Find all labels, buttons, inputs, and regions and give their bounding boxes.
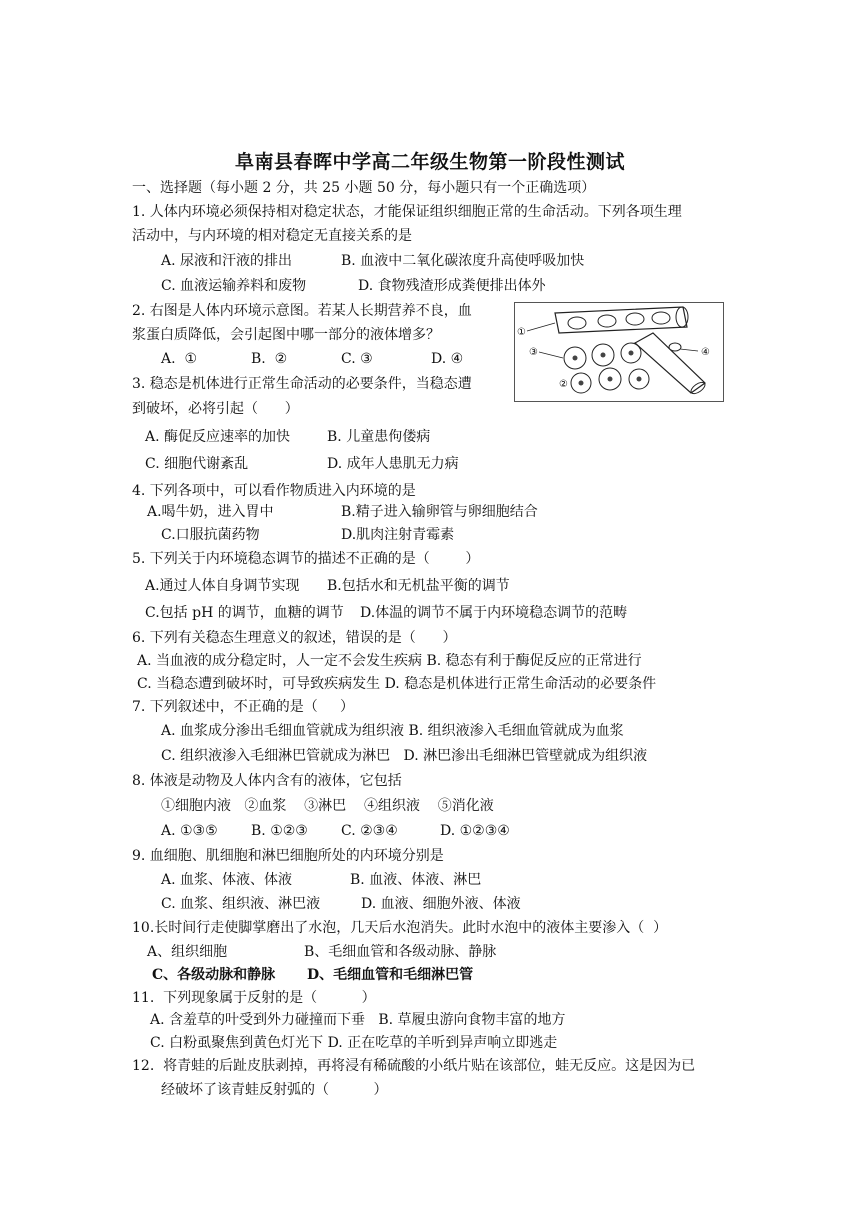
label-3: ③ [529,347,538,358]
q8-option-c: C. ②③④ [341,823,398,839]
nucleus-2 [601,353,606,358]
q2-stem-line1: 2. 右图是人体内环境示意图。若某人长期营养不良，血 [132,303,472,319]
leader-4 [680,349,698,351]
q4-option-b: B.精子进入输卵管与卵细胞结合 [341,504,538,520]
q7-options-ab: A. 血浆成分渗出毛细血管就成为组织液 B. 组织液渗入毛细血管就成为血浆 [161,723,624,739]
q1-option-b: B. 血液中二氧化碳浓度升高使呼吸加快 [341,253,585,269]
nucleus-6 [637,377,642,382]
q6-stem: 6. 下列有关稳态生理意义的叙述，错误的是（ ） [132,630,457,646]
q10-option-b: B、毛细血管和各级动脉、静脉 [304,944,497,960]
lymph-cell [669,343,681,351]
q4-option-d: D.肌肉注射青霉素 [341,527,455,543]
q10-stem: 10.长时间行走使脚掌磨出了水泡，几天后水泡消失。此时水泡中的液体主要渗入（ ） [132,920,668,936]
q7-options-cd: C. 组织液渗入毛细淋巴管就成为淋巴 D. 淋巴渗出毛细淋巴管壁就成为组织液 [161,748,648,764]
q1-stem-line2: 活动中，与内环境的相对稳定无直接关系的是 [132,228,412,244]
q5-option-d: D.体温的调节不属于内环境稳态调节的范畴 [360,605,628,621]
leader-1 [527,323,555,331]
q10-option-d: D、毛细血管和毛细淋巴管 [307,967,474,983]
q7-stem: 7. 下列叙述中，不正确的是（ ） [132,699,355,715]
page-title: 阜南县春晖中学高二年级生物第一阶段性测试 [234,151,625,173]
q8-option-a: A. ①③⑤ [161,823,218,839]
inner-environment-diagram [514,302,724,402]
label-2: ② [559,379,568,390]
q9-stem: 9. 血细胞、肌细胞和淋巴细胞所处的内环境分别是 [132,848,444,864]
q12-stem-line1: 12. 将青蛙的后趾皮肤剥掉，再将浸有稀硫酸的小纸片贴在该部位，蛙无反应。这是因为已 [132,1058,696,1074]
q11-stem: 11. 下列现象属于反射的是（ ） [132,990,376,1006]
q1-option-a: A. 尿液和汗液的排出 [161,253,293,269]
q8-option-d: D. ①②③④ [440,823,510,839]
label-1: ① [517,327,526,338]
q1-option-d: D. 食物残渣形成粪便排出体外 [358,278,546,294]
q8-option-b: B. ①②③ [251,823,308,839]
q5-stem: 5. 下列关于内环境稳态调节的描述不正确的是（ ） [132,551,480,567]
q2-option-a: A. ① [161,351,198,367]
q3-stem-line2: 到破坏，必将引起（ ） [132,401,299,417]
red-cell-1 [568,317,586,329]
q3-option-d: D. 成年人患肌无力病 [327,456,459,472]
q5-option-a: A.通过人体自身调节实现 [145,578,300,594]
q2-option-c: C. ③ [341,351,373,367]
q9-option-b: B. 血液、体液、淋巴 [350,872,482,888]
capillary-end [676,307,688,327]
red-cell-2 [598,315,616,327]
q6-options-cd: C. 当稳态遭到破坏时，可导致疾病发生 D. 稳态是机体进行正常生命活动的必要条件 [137,676,657,692]
red-cell-3 [626,313,644,325]
q10-option-c: C、各级动脉和静脉 [152,967,276,983]
nucleus-5 [608,377,613,382]
label-4: ④ [701,347,710,358]
q1-stem-line1: 1. 人体内环境必须保持相对稳定状态，才能保证组织细胞正常的生命活动。下列各项生理 [132,204,682,220]
q3-option-a: A. 酶促反应速率的加快 [145,429,291,445]
nucleus-4 [579,381,584,386]
q9-option-c: C. 血浆、组织液、淋巴液 [161,896,321,912]
nucleus-1 [573,356,578,361]
q10-option-a: A、组织细胞 [147,944,228,960]
q3-option-c: C. 细胞代谢紊乱 [145,456,249,472]
q4-stem: 4. 下列各项中，可以看作物质进入内环境的是 [132,483,416,499]
q2-option-d: D. ④ [431,351,464,367]
q9-option-d: D. 血液、细胞外液、体液 [361,896,521,912]
q12-stem-line2: 经破坏了该青蛙反射弧的（ ） [161,1082,388,1098]
diagram-svg [515,303,723,401]
q8-items: ①细胞内液 ②血浆 ③淋巴 ④组织液 ⑤消化液 [161,798,494,814]
section-header: 一、选择题（每小题 2 分，共 25 小题 50 分，每小题只有一个正确选项） [132,180,596,196]
q3-option-b: B. 儿童患佝偻病 [327,429,431,445]
q11-options-cd: C. 白粉虱聚焦到黄色灯光下 D. 正在吃草的羊听到异声响立即逃走 [150,1035,558,1051]
red-cell-4 [652,312,670,324]
q2-stem-line2: 浆蛋白质降低，会引起图中哪一部分的液体增多？ [132,327,440,343]
q6-options-ab: A. 当血液的成分稳定时，人一定不会发生疾病 B. 稳态有利于酶促反应的正常进行 [137,653,642,669]
q5-option-c: C.包括 pH 的调节，血糖的调节 [145,605,344,621]
q3-stem-line1: 3. 稳态是机体进行正常生命活动的必要条件，当稳态遭 [132,376,472,392]
q8-stem: 8. 体液是动物及人体内含有的液体，它包括 [132,773,402,789]
nucleus-3 [629,351,634,356]
q5-option-b: B.包括水和无机盐平衡的调节 [327,578,510,594]
q9-option-a: A. 血浆、体液、体液 [161,872,293,888]
q4-option-c: C.口服抗菌药物 [161,527,260,543]
leader-3 [539,352,563,358]
q4-option-a: A.喝牛奶，进入胃中 [147,504,274,520]
q2-option-b: B. ② [251,351,288,367]
q1-option-c: C. 血液运输养料和废物 [161,278,307,294]
q11-options-ab: A. 含羞草的叶受到外力碰撞而下垂 B. 草履虫游向食物丰富的地方 [150,1012,566,1028]
